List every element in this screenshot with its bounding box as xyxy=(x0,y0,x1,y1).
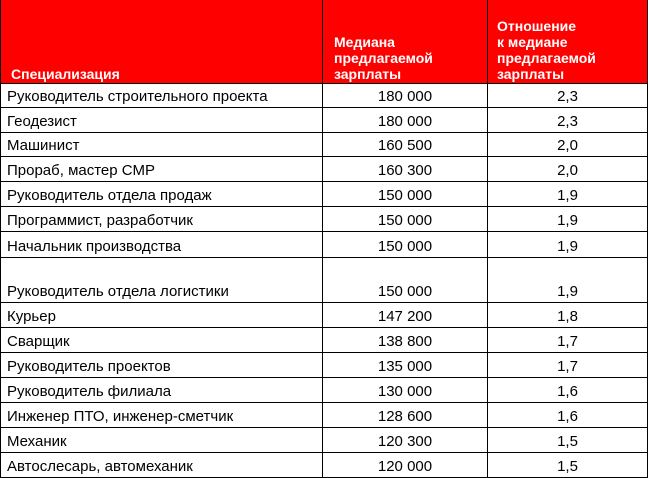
median-salary-cell-text: 120 300 xyxy=(377,433,433,450)
specialization-cell xyxy=(0,353,322,378)
median-salary-cell xyxy=(322,303,487,328)
median-salary-cell-text: 128 600 xyxy=(377,408,433,425)
median-salary-cell-text: 135 000 xyxy=(377,358,433,375)
ratio-cell-text: 2,3 xyxy=(557,88,578,105)
table-row xyxy=(0,453,648,478)
specialization-cell-text: Руководитель проектов xyxy=(7,358,171,375)
median-salary-cell xyxy=(322,378,487,403)
specialization-cell-text: Начальник производства xyxy=(7,238,182,255)
median-salary-cell xyxy=(322,84,487,108)
median-salary-cell-text: 147 200 xyxy=(377,308,433,325)
specialization-cell-text: Руководитель строительного проекта xyxy=(7,88,268,105)
table-row xyxy=(0,403,648,428)
specialization-cell-text: Руководитель филиала xyxy=(7,383,172,400)
table-row xyxy=(0,232,648,258)
table-row xyxy=(0,182,648,207)
median-salary-cell-text: 138 800 xyxy=(377,333,433,350)
table-header-row xyxy=(0,0,648,84)
median-salary-cell xyxy=(322,403,487,428)
header-col1-line: Специализация xyxy=(11,66,120,82)
ratio-cell xyxy=(487,303,648,328)
specialization-cell-text: Курьер xyxy=(7,308,56,325)
table-row xyxy=(0,328,648,353)
specialization-cell xyxy=(0,108,322,133)
specialization-cell xyxy=(0,182,322,207)
specialization-cell xyxy=(0,157,322,182)
specialization-cell-text: Руководитель отдела продаж xyxy=(7,187,212,204)
ratio-cell xyxy=(487,403,648,428)
ratio-cell-text: 1,7 xyxy=(557,333,578,350)
ratio-cell-text: 1,9 xyxy=(557,283,578,300)
specialization-cell xyxy=(0,258,322,303)
specialization-cell xyxy=(0,328,322,353)
ratio-cell-text: 1,5 xyxy=(557,433,578,450)
ratio-cell-text: 1,9 xyxy=(557,187,578,204)
ratio-cell-text: 1,5 xyxy=(557,458,578,475)
specialization-cell xyxy=(0,428,322,453)
ratio-cell xyxy=(487,428,648,453)
specialization-cell xyxy=(0,84,322,108)
specialization-cell-text: Геодезист xyxy=(7,113,77,130)
ratio-cell xyxy=(487,157,648,182)
ratio-cell xyxy=(487,378,648,403)
ratio-cell-text: 1,6 xyxy=(557,383,578,400)
header-median-salary xyxy=(322,0,487,84)
ratio-cell xyxy=(487,133,648,157)
header-col3-line: предлагаемой xyxy=(497,50,596,66)
ratio-cell xyxy=(487,207,648,232)
median-salary-cell-text: 120 000 xyxy=(377,458,433,475)
median-salary-cell-text: 150 000 xyxy=(377,212,433,229)
ratio-cell xyxy=(487,108,648,133)
table-row xyxy=(0,157,648,182)
header-ratio-text xyxy=(497,18,641,82)
median-salary-cell xyxy=(322,353,487,378)
header-col3-line: Отношение xyxy=(497,18,577,34)
median-salary-cell xyxy=(322,133,487,157)
specialization-cell xyxy=(0,303,322,328)
median-salary-cell-text: 160 300 xyxy=(377,162,433,179)
specialization-cell-text: Автослесарь, автомеханик xyxy=(7,458,193,475)
header-ratio xyxy=(487,0,648,84)
median-salary-cell xyxy=(322,157,487,182)
specialization-cell xyxy=(0,453,322,478)
median-salary-cell-text: 150 000 xyxy=(377,283,433,300)
table-row xyxy=(0,353,648,378)
table-row xyxy=(0,428,648,453)
median-salary-cell xyxy=(322,207,487,232)
header-col2-line: зарплаты xyxy=(334,66,402,82)
ratio-cell-text: 2,0 xyxy=(557,137,578,154)
ratio-cell-text: 1,8 xyxy=(557,308,578,325)
specialization-cell xyxy=(0,133,322,157)
table-row xyxy=(0,108,648,133)
ratio-cell-text: 1,9 xyxy=(557,238,578,255)
ratio-cell xyxy=(487,258,648,303)
table-row xyxy=(0,133,648,157)
median-salary-cell-text: 180 000 xyxy=(377,88,433,105)
table-row xyxy=(0,258,648,303)
specialization-cell-text: Прораб, мастер СМР xyxy=(7,162,155,179)
header-col3-line: зарплаты xyxy=(497,66,565,82)
table-row xyxy=(0,207,648,232)
specialization-cell-text: Программист, разработчик xyxy=(7,212,193,229)
specialization-cell-text: Руководитель отдела логистики xyxy=(7,283,229,300)
median-salary-cell xyxy=(322,453,487,478)
ratio-cell-text: 1,9 xyxy=(557,212,578,229)
header-specialization-text xyxy=(11,66,316,82)
median-salary-cell xyxy=(322,258,487,303)
header-median-salary-text xyxy=(334,34,481,82)
median-salary-cell xyxy=(322,182,487,207)
header-col2-line: Медиана xyxy=(334,34,395,50)
table-row xyxy=(0,378,648,403)
median-salary-cell xyxy=(322,108,487,133)
ratio-cell xyxy=(487,453,648,478)
median-salary-cell-text: 160 500 xyxy=(377,137,433,154)
specialization-cell-text: Сварщик xyxy=(7,333,70,350)
ratio-cell xyxy=(487,182,648,207)
median-salary-cell-text: 150 000 xyxy=(377,187,433,204)
ratio-cell xyxy=(487,328,648,353)
ratio-cell xyxy=(487,84,648,108)
median-salary-cell-text: 180 000 xyxy=(377,113,433,130)
specialization-cell xyxy=(0,378,322,403)
header-col3-line: к медиане xyxy=(497,34,568,50)
specialization-cell-text: Машинист xyxy=(7,137,80,154)
table-row xyxy=(0,84,648,108)
median-salary-cell-text: 150 000 xyxy=(377,238,433,255)
header-col2-line: предлагаемой xyxy=(334,50,433,66)
specialization-cell-text: Механик xyxy=(7,433,67,450)
ratio-cell-text: 2,0 xyxy=(557,162,578,179)
specialization-cell xyxy=(0,232,322,258)
ratio-cell-text: 1,7 xyxy=(557,358,578,375)
ratio-cell-text: 1,6 xyxy=(557,408,578,425)
median-salary-cell-text: 130 000 xyxy=(377,383,433,400)
header-specialization xyxy=(0,0,322,84)
median-salary-cell xyxy=(322,232,487,258)
median-salary-cell xyxy=(322,328,487,353)
median-salary-cell xyxy=(322,428,487,453)
ratio-cell xyxy=(487,353,648,378)
ratio-cell-text: 2,3 xyxy=(557,113,578,130)
specialization-cell xyxy=(0,207,322,232)
specialization-cell-text: Инженер ПТО, инженер-сметчик xyxy=(7,408,234,425)
specialization-cell xyxy=(0,403,322,428)
ratio-cell xyxy=(487,232,648,258)
table-row xyxy=(0,303,648,328)
